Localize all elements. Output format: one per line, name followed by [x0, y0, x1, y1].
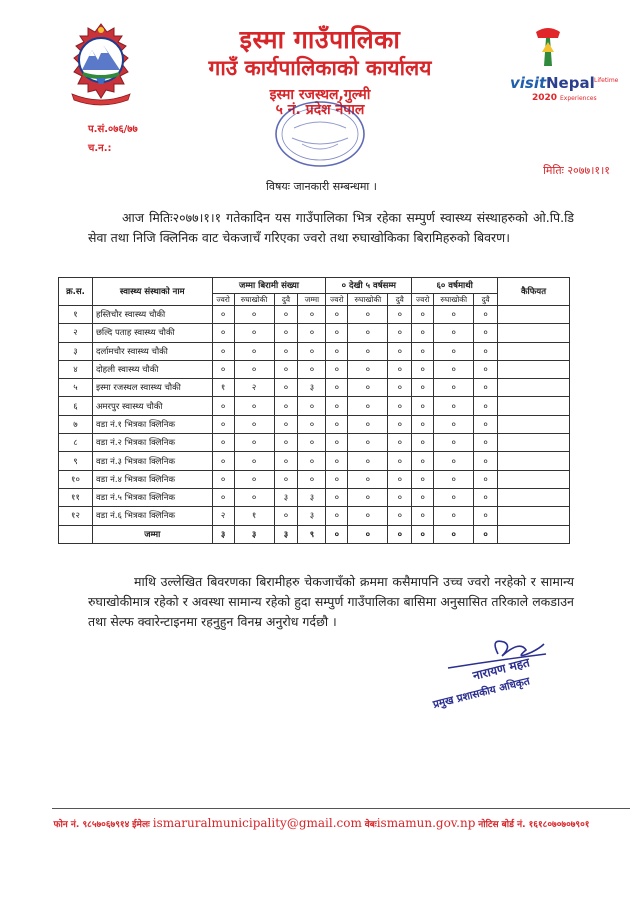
row-value: २	[212, 507, 234, 525]
row-value: ०	[412, 507, 434, 525]
row-remarks	[498, 342, 570, 360]
row-value: ०	[212, 306, 234, 324]
row-value: ३	[274, 488, 298, 506]
row-sn: ३	[59, 342, 93, 360]
sub-header: रुघाखोकी	[348, 294, 388, 306]
row-sn: ४	[59, 360, 93, 378]
row-remarks	[498, 397, 570, 415]
row-value: ०	[298, 324, 326, 342]
row-value: ०	[388, 415, 412, 433]
row-value: ०	[212, 415, 234, 433]
row-value: ०	[388, 507, 412, 525]
row-value: ०	[434, 470, 474, 488]
row-value: ०	[388, 342, 412, 360]
sub-header: ज्वरो	[212, 294, 234, 306]
table-row	[59, 434, 570, 452]
municipality-name: इस्मा गाउँपालिका	[239, 25, 401, 54]
row-value: ०	[212, 342, 234, 360]
table-total-row	[59, 525, 570, 543]
row-sn: ६	[59, 397, 93, 415]
nepal-text: Nepal	[546, 74, 595, 92]
total-value: ०	[474, 525, 498, 543]
col-group-age-60-plus: ६० वर्षमाथी	[412, 278, 498, 294]
row-value: ०	[212, 360, 234, 378]
row-value: ०	[212, 324, 234, 342]
row-value: ०	[388, 397, 412, 415]
reference-number: प.सं.०७६/७७	[88, 124, 138, 135]
row-value: ०	[298, 397, 326, 415]
row-value: ०	[326, 379, 348, 397]
row-institution-name: वडा नं.३ भित्रका क्लिनिक	[92, 452, 212, 470]
col-group-age-0-5: ० देखी ५ वर्षसम्म	[326, 278, 412, 294]
row-value: ०	[388, 470, 412, 488]
sub-header: दुवै	[274, 294, 298, 306]
row-value: ०	[388, 452, 412, 470]
officer-title: प्रमुख प्रशासकीय अधिकृत	[431, 675, 531, 711]
row-remarks	[498, 488, 570, 506]
row-value: ०	[388, 488, 412, 506]
total-value: ०	[434, 525, 474, 543]
row-value: ०	[274, 342, 298, 360]
col-remarks: कैफियत	[498, 278, 570, 306]
officer-name: नारायण महत	[471, 655, 532, 683]
row-value: ०	[474, 379, 498, 397]
sub-header: रुघाखोकी	[234, 294, 274, 306]
row-value: ०	[234, 488, 274, 506]
row-institution-name: वडा नं.४ भित्रका क्लिनिक	[92, 470, 212, 488]
row-value: ०	[412, 415, 434, 433]
row-sn: ५	[59, 379, 93, 397]
row-value: ०	[212, 434, 234, 452]
row-value: ०	[234, 360, 274, 378]
row-value: ०	[234, 397, 274, 415]
sub-header: जम्मा	[298, 294, 326, 306]
officer-signature	[428, 630, 568, 714]
row-value: ०	[326, 360, 348, 378]
row-value: ०	[274, 507, 298, 525]
row-value: ०	[234, 434, 274, 452]
total-label: जम्मा	[92, 525, 212, 543]
row-value: ०	[298, 342, 326, 360]
row-sn: २	[59, 324, 93, 342]
row-sn: १२	[59, 507, 93, 525]
row-value: १	[212, 379, 234, 397]
row-value: २	[234, 379, 274, 397]
patient-summary-table	[58, 277, 570, 544]
table-row	[59, 415, 570, 433]
row-value: ०	[234, 452, 274, 470]
office-address: इस्मा रजस्थल,गुल्मी	[269, 87, 371, 103]
total-value: ०	[388, 525, 412, 543]
row-value: ०	[388, 434, 412, 452]
table-row	[59, 507, 570, 525]
row-value: ०	[326, 415, 348, 433]
row-value: ०	[434, 360, 474, 378]
office-name: गाउँ कार्यपालिकाको कार्यालय	[208, 56, 432, 80]
office-stamp	[272, 98, 368, 170]
row-sn: १०	[59, 470, 93, 488]
row-value: ३	[298, 488, 326, 506]
row-institution-name: वडा नं.५ भित्रका क्लिनिक	[92, 488, 212, 506]
total-value: ०	[348, 525, 388, 543]
row-remarks	[498, 507, 570, 525]
total-value: ९	[298, 525, 326, 543]
row-value: ०	[298, 306, 326, 324]
table-row	[59, 397, 570, 415]
row-value: ०	[474, 488, 498, 506]
row-value: ०	[474, 397, 498, 415]
row-institution-name: हस्तिचौर स्वास्थ्य चौकी	[92, 306, 212, 324]
table-row	[59, 470, 570, 488]
row-value: ०	[274, 415, 298, 433]
lifetime-text: Lifetime	[594, 77, 619, 84]
row-value: ०	[298, 415, 326, 433]
row-value: ०	[326, 324, 348, 342]
row-value: ०	[212, 488, 234, 506]
row-value: ०	[298, 470, 326, 488]
year-text: 2020	[532, 93, 558, 103]
row-value: ०	[412, 470, 434, 488]
intro-paragraph: आज मितिः२०७७।१।१ गतेकादिन यस गाउँपालिका भित्र रहेका सम्पुर्ण स्वास्थ्य संस्थाहरुको ओ.पि.डि सेवा तथा निजि क्लिनिक वाट चेकजाचँ गरिएका ज्वरो तथा रुघाखोकिका बिरामिहरुको बिवरण।	[88, 210, 574, 245]
row-value: ०	[274, 397, 298, 415]
row-value: ०	[474, 360, 498, 378]
letter-date: मितिः २०७७।१।१	[543, 164, 610, 177]
row-value: ०	[434, 379, 474, 397]
dispatch-number: च.न.:	[88, 143, 112, 154]
row-value: ०	[434, 342, 474, 360]
sub-header: ज्वरो	[326, 294, 348, 306]
row-value: ३	[298, 379, 326, 397]
total-value: ०	[412, 525, 434, 543]
row-value: ०	[412, 452, 434, 470]
table-row	[59, 452, 570, 470]
footer-website[interactable]: ismamun.gov.np	[376, 816, 476, 830]
row-institution-name: वडा नं.१ भित्रका क्लिनिक	[92, 415, 212, 433]
table-row	[59, 379, 570, 397]
row-value: ०	[326, 488, 348, 506]
row-remarks	[498, 415, 570, 433]
footer-contact	[0, 816, 643, 830]
closing-paragraph: माथि उल्लेखित बिवरणका बिरामीहरु चेकजाचँको क्रममा कसैमापनि उच्च ज्वरो नरहेको र सामान्य रुघाखोकीमात्र रहेको र अवस्था सामान्य रहेको हुदा सम्पुर्ण गाउँपालिका बासिमा अनुसासित तरिकाले लकडाउन तथा सेल्फ क्वारेन्टाइनमा रहनुहुन विनम्र अनुरोध गर्दछौ ।	[88, 574, 574, 629]
nepal-emblem-logo	[62, 20, 140, 108]
row-institution-name: इस्मा रजस्थल स्वास्थ्य चौकी	[92, 379, 212, 397]
row-value: ०	[474, 434, 498, 452]
row-value: ०	[274, 324, 298, 342]
row-remarks	[498, 379, 570, 397]
col-sn: क्र.स.	[59, 278, 93, 306]
row-value: ०	[412, 434, 434, 452]
footer-web-label: वेबः	[364, 820, 377, 830]
row-value: ०	[274, 306, 298, 324]
row-value: ०	[326, 397, 348, 415]
row-value: ०	[274, 434, 298, 452]
row-value: ०	[412, 324, 434, 342]
row-value: ०	[326, 452, 348, 470]
row-institution-name: अमरपुर स्वास्थ्य चौकी	[92, 397, 212, 415]
row-value: ०	[348, 452, 388, 470]
row-value: ०	[474, 507, 498, 525]
row-value: ०	[434, 397, 474, 415]
table-row	[59, 324, 570, 342]
row-value: ०	[348, 470, 388, 488]
row-value: ०	[474, 306, 498, 324]
row-value: ०	[348, 434, 388, 452]
row-value: ०	[298, 452, 326, 470]
row-value: ०	[274, 470, 298, 488]
row-value: ०	[274, 379, 298, 397]
row-value: ०	[412, 306, 434, 324]
row-value: ०	[434, 434, 474, 452]
sub-header: रुघाखोकी	[434, 294, 474, 306]
visit-text: visit	[510, 74, 547, 92]
row-value: ०	[326, 434, 348, 452]
total-value: ३	[234, 525, 274, 543]
row-value: ०	[348, 379, 388, 397]
row-value: ०	[348, 507, 388, 525]
row-value: ०	[234, 324, 274, 342]
row-institution-name: वडा नं.२ भित्रका क्लिनिक	[92, 434, 212, 452]
row-value: ०	[274, 452, 298, 470]
row-value: ०	[212, 470, 234, 488]
footer-email-label: ईमेलः	[132, 820, 150, 830]
office-province: ५ नं. प्रदेश नेपाल	[275, 102, 365, 118]
total-remarks	[498, 525, 570, 543]
row-value: ०	[212, 397, 234, 415]
row-value: ०	[212, 452, 234, 470]
row-sn: ८	[59, 434, 93, 452]
footer-email[interactable]: ismaruralmunicipality@gmail.com	[152, 816, 362, 830]
row-value: ०	[434, 306, 474, 324]
table-row	[59, 488, 570, 506]
row-remarks	[498, 306, 570, 324]
row-value: ०	[434, 415, 474, 433]
visit-nepal-2020-logo	[508, 26, 619, 104]
row-value: ०	[388, 324, 412, 342]
row-value: १	[234, 507, 274, 525]
table-row	[59, 342, 570, 360]
table-row	[59, 306, 570, 324]
row-value: ०	[434, 507, 474, 525]
table-row	[59, 360, 570, 378]
footer-notice-board: नोटिस बोर्ड नं. १६१८०७०७०७९०१	[478, 820, 590, 830]
row-institution-name: छल्दि पताह स्वास्थ्य चौकी	[92, 324, 212, 342]
row-institution-name: दोहली स्वास्थ्य चौकी	[92, 360, 212, 378]
row-value: ०	[326, 470, 348, 488]
row-value: ०	[474, 342, 498, 360]
row-value: ०	[348, 342, 388, 360]
row-value: ०	[326, 306, 348, 324]
row-value: ०	[234, 342, 274, 360]
sub-header: ज्वरो	[412, 294, 434, 306]
row-remarks	[498, 470, 570, 488]
row-value: ०	[234, 470, 274, 488]
row-value: ०	[388, 379, 412, 397]
row-value: ०	[348, 360, 388, 378]
row-value: ०	[348, 397, 388, 415]
experiences-text: Experiences	[560, 95, 597, 102]
row-value: ०	[326, 342, 348, 360]
row-value: ०	[298, 360, 326, 378]
row-value: ०	[474, 452, 498, 470]
total-value: ०	[326, 525, 348, 543]
total-value: ३	[274, 525, 298, 543]
row-remarks	[498, 360, 570, 378]
row-value: ०	[434, 324, 474, 342]
row-value: ०	[326, 507, 348, 525]
row-institution-name: दर्लामचौर स्वास्थ्य चौकी	[92, 342, 212, 360]
row-value: ०	[234, 306, 274, 324]
row-value: ०	[474, 324, 498, 342]
row-institution-name: वडा नं.६ भित्रका क्लिनिक	[92, 507, 212, 525]
col-group-total-patients: जम्मा बिरामी संख्या	[212, 278, 326, 294]
row-sn: ७	[59, 415, 93, 433]
row-value: ०	[348, 324, 388, 342]
row-value: ०	[434, 488, 474, 506]
row-value: ०	[234, 415, 274, 433]
row-value: ०	[474, 415, 498, 433]
row-remarks	[498, 434, 570, 452]
row-value: ०	[274, 360, 298, 378]
footer-divider	[52, 808, 630, 809]
total-sn	[59, 525, 93, 543]
row-remarks	[498, 324, 570, 342]
row-value: ०	[388, 360, 412, 378]
row-value: ०	[348, 415, 388, 433]
letter-subject: विषयः जानकारी सम्बन्धमा ।	[266, 180, 377, 193]
row-value: ०	[412, 360, 434, 378]
row-value: ०	[434, 452, 474, 470]
row-value: ०	[412, 342, 434, 360]
row-sn: ११	[59, 488, 93, 506]
row-value: ०	[412, 397, 434, 415]
row-value: ०	[412, 488, 434, 506]
row-value: ०	[388, 306, 412, 324]
row-value: ०	[348, 306, 388, 324]
row-value: ०	[412, 379, 434, 397]
row-sn: १	[59, 306, 93, 324]
footer-phone: फोन नं. ९८५७०६७९१४	[53, 820, 130, 830]
row-value: ०	[348, 488, 388, 506]
total-value: ३	[212, 525, 234, 543]
row-remarks	[498, 452, 570, 470]
row-value: ०	[298, 434, 326, 452]
sub-header: दुवै	[388, 294, 412, 306]
row-value: ०	[474, 470, 498, 488]
sub-header: दुवै	[474, 294, 498, 306]
col-institution-name: स्वास्थ्य संस्थाको नाम	[92, 278, 212, 306]
row-sn: ९	[59, 452, 93, 470]
row-value: ३	[298, 507, 326, 525]
